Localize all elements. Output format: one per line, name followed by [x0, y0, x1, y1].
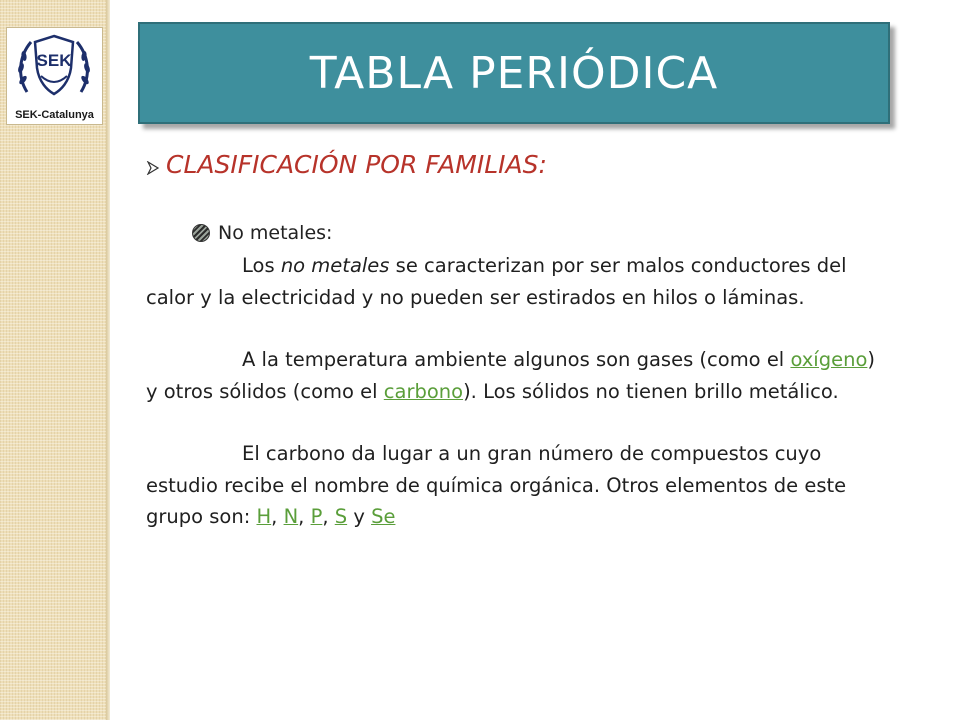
p3-sep: ,: [322, 505, 335, 528]
arrow-bullet-icon: [146, 161, 160, 175]
side-strip-edge: [106, 0, 110, 720]
p2-text-rest: ). Los sólidos no tienen brillo metálico.: [463, 379, 839, 403]
section-heading: [146, 150, 547, 179]
p1-text-rest: se caracterizan por ser malos conductores del calor y la electricidad y no pueden ser estirados en hilos o láminas.: [146, 254, 847, 309]
link-p[interactable]: P: [310, 505, 323, 528]
p1-text: Los: [242, 254, 281, 277]
link-carbono[interactable]: carbono: [383, 379, 464, 403]
p2-text-mid: ) y otros sólidos (como el: [146, 348, 875, 403]
p2-text: A la temperatura ambiente algunos son gases (como el: [242, 348, 791, 371]
page-title: TABLA PERIÓDICA: [309, 47, 719, 99]
round-bullet-icon: [192, 224, 210, 242]
sek-logo: [6, 27, 103, 125]
section-heading-text: CLASIFICACIÓN POR FAMILIAS:: [166, 150, 547, 179]
link-s[interactable]: S: [334, 505, 348, 528]
body-text: [146, 250, 886, 564]
sub-item-label: No metales:: [218, 222, 333, 244]
paragraph-3: [146, 438, 886, 533]
logo-caption: SEK-Catalunya: [15, 109, 94, 121]
link-oxigeno[interactable]: oxígeno: [790, 348, 868, 371]
link-h[interactable]: H: [256, 505, 272, 528]
p3-sep: y: [347, 505, 372, 528]
paragraph-2: [146, 344, 886, 407]
sek-emblem-icon: [13, 32, 95, 106]
title-banner: [138, 22, 890, 124]
p1-emphasis: no metales: [280, 254, 390, 277]
link-se[interactable]: Se: [371, 505, 396, 528]
paragraph-1: [146, 250, 886, 313]
sub-item-no-metales: [192, 222, 332, 244]
p3-sep: ,: [298, 505, 311, 528]
link-n[interactable]: N: [283, 505, 299, 528]
p3-sep: ,: [271, 505, 284, 528]
svg-text:SEK: SEK: [36, 51, 72, 70]
p3-text: El carbono da lugar a un gran número de compuestos cuyo estudio recibe el nombre de química orgánica. Otros elementos de este grupo son:: [146, 442, 847, 528]
